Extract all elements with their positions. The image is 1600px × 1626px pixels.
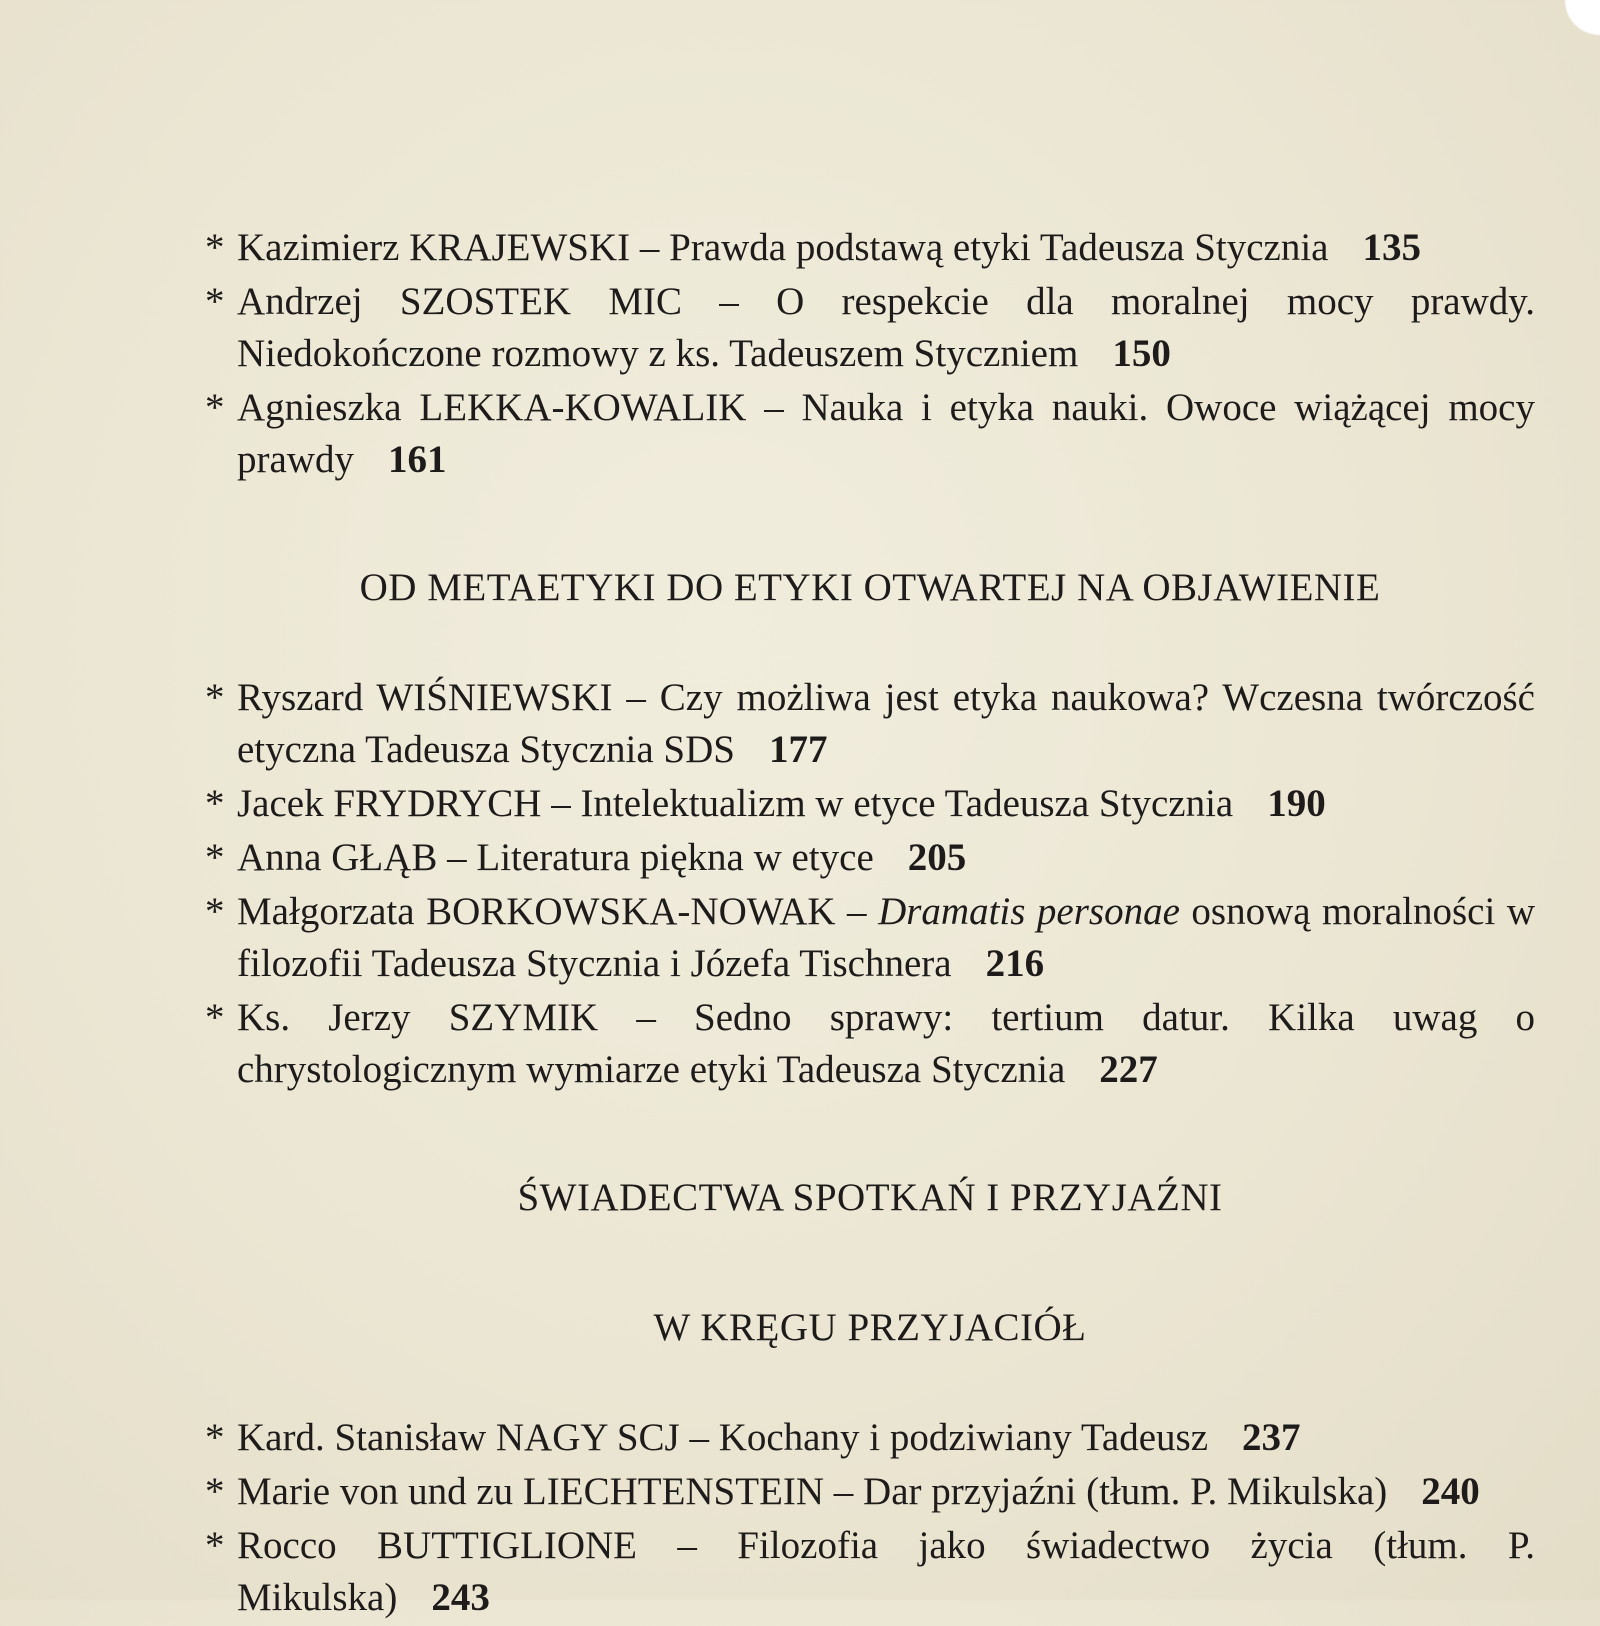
page-number: 216: [985, 942, 1045, 985]
entry-marker: *: [205, 1524, 225, 1567]
toc-entry: [205, 832, 1535, 884]
entry-marker: *: [205, 386, 225, 429]
subsection-heading: W KRĘGU PRZYJACIÓŁ: [653, 1306, 1087, 1349]
toc-entry: [205, 382, 1535, 486]
entry-title: Ks. Jerzy SZYMIK – Sedno sprawy: tertium datur. Kilka uwag o chrystologicznym wymiarze etyki Tadeusza Stycznia: [237, 996, 1535, 1091]
table-of-contents: [205, 222, 1535, 1626]
entry-title: Kard. Stanisław NAGY SCJ – Kochany i podziwiany Tadeusz: [237, 1416, 1209, 1459]
entry-title: Ryszard WIŚNIEWSKI – Czy możliwa jest etyka naukowa? Wczesna twórczość etyczna Tadeusza Stycznia SDS: [237, 676, 1535, 771]
toc-entry: [205, 672, 1535, 776]
page-number: 161: [387, 438, 447, 481]
page-number: 177: [768, 728, 828, 771]
entry-marker: *: [205, 1470, 225, 1513]
page-number: 205: [907, 836, 967, 879]
entry-marker: *: [205, 890, 225, 933]
entry-marker: *: [205, 836, 225, 879]
section-heading: OD METAETYKI DO ETYKI OTWARTEJ NA OBJAWIENIE: [359, 566, 1381, 609]
section-heading: ŚWIADECTWA SPOTKAŃ I PRZYJAŹNI: [517, 1176, 1223, 1219]
toc-entry: [205, 1412, 1535, 1464]
toc-entry: [205, 992, 1535, 1096]
page-number: 135: [1362, 226, 1421, 269]
toc-entry: [205, 276, 1535, 380]
entry-title: Agnieszka LEKKA-KOWALIK – Nauka i etyka nauki. Owoce wiążącej mocy prawdy: [237, 386, 1535, 481]
entry-title-suffix: osnową moralności w filozofii Tadeusza Stycznia i Józefa Tischnera: [237, 890, 1535, 985]
page-number: 190: [1267, 782, 1326, 825]
entry-marker: *: [205, 1416, 225, 1459]
page-number: 243: [431, 1576, 490, 1619]
entry-title: Jacek FRYDRYCH – Intelektualizm w etyce Tadeusza Stycznia: [237, 782, 1234, 825]
page-number: 227: [1099, 1048, 1158, 1091]
entry-title: Andrzej SZOSTEK MIC – O respekcie dla moralnej mocy prawdy. Niedokończone rozmowy z ks. Tadeuszem Styczniem: [237, 280, 1535, 375]
entry-title-italic: Dramatis personae: [878, 890, 1180, 933]
entry-title: Marie von und zu LIECHTENSTEIN – Dar przyjaźni (tłum. P. Mikulska): [237, 1470, 1388, 1513]
entry-title: Anna GŁĄB – Literatura piękna w etyce: [237, 836, 874, 879]
toc-entry: [205, 222, 1535, 274]
entry-marker: *: [205, 782, 225, 825]
toc-entry: [205, 886, 1535, 990]
page-number: 240: [1421, 1470, 1480, 1513]
page-number: 237: [1242, 1416, 1301, 1459]
toc-entry: [205, 1520, 1535, 1624]
entry-title: Kazimierz KRAJEWSKI – Prawda podstawą etyki Tadeusza Stycznia: [237, 226, 1329, 269]
entry-title-prefix: Małgorzata BORKOWSKA-NOWAK –: [237, 890, 867, 933]
entry-marker: *: [205, 280, 225, 323]
toc-entry: [205, 778, 1535, 830]
entry-marker: *: [205, 996, 225, 1039]
entry-title: Rocco BUTTIGLIONE – Filozofia jako świadectwo życia (tłum. P. Mikulska): [237, 1524, 1535, 1619]
entry-marker: *: [205, 226, 225, 269]
toc-entry: [205, 1466, 1535, 1518]
entry-marker: *: [205, 676, 225, 719]
page-corner: [1552, 0, 1600, 48]
page-number: 150: [1112, 332, 1171, 375]
